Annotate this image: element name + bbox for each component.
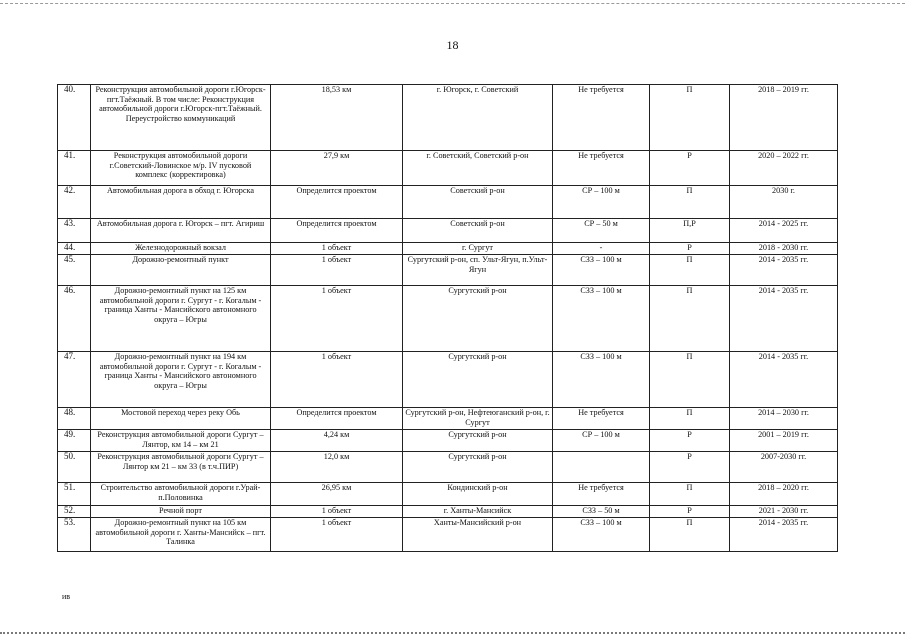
row-number: 50. — [58, 452, 91, 483]
row-number: 45. — [58, 255, 91, 286]
location-cell: Сургутский р-он — [403, 430, 553, 452]
row-number: 48. — [58, 408, 91, 430]
capacity-cell: 27,9 км — [271, 151, 403, 186]
location-cell: Сургутский р-он, сп. Ульт-Ягун, п.Ульт-Ягун — [403, 255, 553, 286]
table-row — [58, 186, 838, 219]
status-cell: П — [650, 352, 730, 408]
zone-cell: СЗЗ – 50 м — [553, 506, 650, 518]
row-number: 51. — [58, 483, 91, 506]
capacity-cell: 4,24 км — [271, 430, 403, 452]
table-row — [58, 483, 838, 506]
location-cell: г. Ханты-Мансийск — [403, 506, 553, 518]
scan-bottom-edge — [0, 632, 905, 634]
status-cell: П — [650, 518, 730, 552]
object-name-cell: Автомобильная дорога в обход г. Югорска — [91, 186, 271, 219]
location-cell: Сургутский р-он — [403, 352, 553, 408]
row-number: 40. — [58, 85, 91, 151]
zone-cell: СЗЗ – 100 м — [553, 255, 650, 286]
location-cell: Ханты-Мансийский р-он — [403, 518, 553, 552]
status-cell: Р — [650, 452, 730, 483]
table-row — [58, 255, 838, 286]
object-name-cell: Железнодорожный вокзал — [91, 243, 271, 255]
capacity-cell: 18,53 км — [271, 85, 403, 151]
zone-cell — [553, 452, 650, 483]
table-row — [58, 286, 838, 352]
period-cell: 2014 - 2025 гг. — [730, 219, 838, 243]
capacity-cell: 1 объект — [271, 518, 403, 552]
zone-cell: - — [553, 243, 650, 255]
row-number: 43. — [58, 219, 91, 243]
period-cell: 2014 – 2030 гг. — [730, 408, 838, 430]
table-row — [58, 151, 838, 186]
period-cell: 2018 - 2030 гг. — [730, 243, 838, 255]
zone-cell: Не требуется — [553, 483, 650, 506]
status-cell: П — [650, 483, 730, 506]
table-row — [58, 243, 838, 255]
row-number: 41. — [58, 151, 91, 186]
row-number: 47. — [58, 352, 91, 408]
table-row — [58, 452, 838, 483]
location-cell: Сургутский р-он — [403, 452, 553, 483]
page-number: 18 — [446, 38, 459, 52]
period-cell: 2030 г. — [730, 186, 838, 219]
period-cell: 2014 - 2035 гг. — [730, 286, 838, 352]
status-cell: П — [650, 255, 730, 286]
object-name-cell: Реконструкция автомобильной дороги Сургут – Лянтор км 21 – км 33 (в т.ч.ПИР) — [91, 452, 271, 483]
location-cell: Сургутский р-он, Нефтеюганский р-он, г. Сургут — [403, 408, 553, 430]
object-name-cell: Строительство автомобильной дороги г.Урай-п.Половинка — [91, 483, 271, 506]
capacity-cell: 1 объект — [271, 243, 403, 255]
object-name-cell: Реконструкция автомобильной дороги г.Советский-Ловинское м/р. IV пусковой комплекс (корректировка) — [91, 151, 271, 186]
status-cell: Р — [650, 151, 730, 186]
status-cell: Р — [650, 506, 730, 518]
status-cell: П,Р — [650, 219, 730, 243]
capacity-cell: 1 объект — [271, 286, 403, 352]
object-name-cell: Реконструкция автомобильной дороги Сургут – Лянтор, км 14 – км 21 — [91, 430, 271, 452]
table-body — [58, 85, 838, 552]
table-row — [58, 408, 838, 430]
period-cell: 2018 – 2020 гг. — [730, 483, 838, 506]
period-cell: 2014 - 2035 гг. — [730, 352, 838, 408]
object-name-cell: Реконструкция автомобильной дороги г.Югорск-пгт.Таёжный. В том числе: Реконструкция автомобильной дороги г.Югорск-пгт.Таёжный. Переустройство коммуникаций — [91, 85, 271, 151]
period-cell: 2018 – 2019 гг. — [730, 85, 838, 151]
zone-cell: СЗЗ – 100 м — [553, 352, 650, 408]
row-number: 44. — [58, 243, 91, 255]
capacity-cell: Определится проектом — [271, 186, 403, 219]
capacity-cell: 26,95 км — [271, 483, 403, 506]
status-cell: Р — [650, 430, 730, 452]
table-row — [58, 506, 838, 518]
zone-cell: СР – 50 м — [553, 219, 650, 243]
table-row — [58, 518, 838, 552]
location-cell: г. Сургут — [403, 243, 553, 255]
table-row — [58, 85, 838, 151]
period-cell: 2021 - 2030 гг. — [730, 506, 838, 518]
location-cell: г. Югорск, г. Советский — [403, 85, 553, 151]
zone-cell: СР – 100 м — [553, 186, 650, 219]
object-name-cell: Дорожно-ремонтный пункт — [91, 255, 271, 286]
capacity-cell: Определится проектом — [271, 219, 403, 243]
row-number: 46. — [58, 286, 91, 352]
period-cell: 2014 - 2035 гг. — [730, 518, 838, 552]
zone-cell: СЗЗ – 100 м — [553, 518, 650, 552]
object-name-cell: Мостовой переход через реку Обь — [91, 408, 271, 430]
table-row — [58, 430, 838, 452]
period-cell: 2014 - 2035 гг. — [730, 255, 838, 286]
table-row — [58, 219, 838, 243]
status-cell: П — [650, 85, 730, 151]
location-cell: Кондинский р-он — [403, 483, 553, 506]
period-cell: 2007-2030 гг. — [730, 452, 838, 483]
period-cell: 2001 – 2019 гг. — [730, 430, 838, 452]
zone-cell: Не требуется — [553, 85, 650, 151]
status-cell: П — [650, 408, 730, 430]
capacity-cell: 1 объект — [271, 255, 403, 286]
object-name-cell: Дорожно-ремонтный пункт на 125 км автомобильной дороги г. Сургут - г. Когалым - граница Ханты - Мансийского автономного округа – Югры — [91, 286, 271, 352]
scan-top-edge — [0, 3, 905, 4]
status-cell: П — [650, 286, 730, 352]
capacity-cell: 12,0 км — [271, 452, 403, 483]
zone-cell: Не требуется — [553, 408, 650, 430]
location-cell: Советский р-он — [403, 186, 553, 219]
table-row — [58, 352, 838, 408]
period-cell: 2020 – 2022 гг. — [730, 151, 838, 186]
infrastructure-table — [57, 84, 838, 552]
row-number: 49. — [58, 430, 91, 452]
object-name-cell: Автомобильная дорога г. Югорск – пгт. Агириш — [91, 219, 271, 243]
zone-cell: Не требуется — [553, 151, 650, 186]
location-cell: г. Советский, Советский р-он — [403, 151, 553, 186]
capacity-cell: Определится проектом — [271, 408, 403, 430]
location-cell: Советский р-он — [403, 219, 553, 243]
object-name-cell: Дорожно-ремонтный пункт на 194 км автомобильной дороги г. Сургут - г. Когалым - граница Ханты - Мансийского автономного округа – Югры — [91, 352, 271, 408]
status-cell: П — [650, 186, 730, 219]
row-number: 42. — [58, 186, 91, 219]
object-name-cell: Дорожно-ремонтный пункт на 105 км автомобильной дороги г. Ханты-Мансийск – пгт. Талинка — [91, 518, 271, 552]
footer-initials: ив — [62, 592, 71, 601]
zone-cell: СЗЗ – 100 м — [553, 286, 650, 352]
row-number: 53. — [58, 518, 91, 552]
location-cell: Сургутский р-он — [403, 286, 553, 352]
capacity-cell: 1 объект — [271, 352, 403, 408]
capacity-cell: 1 объект — [271, 506, 403, 518]
object-name-cell: Речной порт — [91, 506, 271, 518]
zone-cell: СР – 100 м — [553, 430, 650, 452]
status-cell: Р — [650, 243, 730, 255]
row-number: 52. — [58, 506, 91, 518]
